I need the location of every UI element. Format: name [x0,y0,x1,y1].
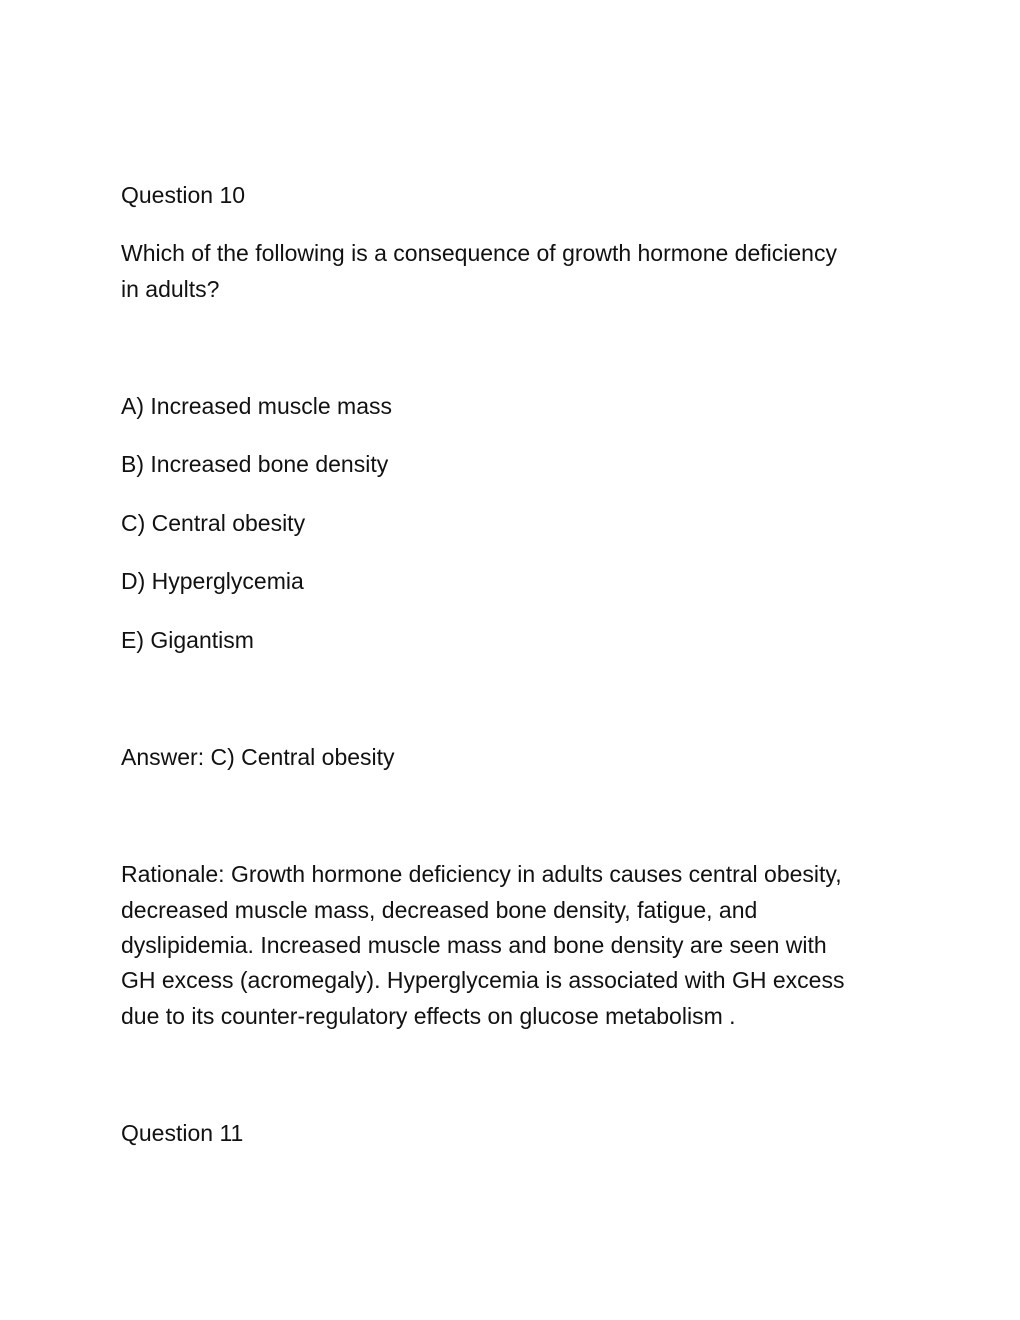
question-11-heading: Question 11 [121,1120,244,1146]
rationale-line-4: GH excess (acromegaly). Hyperglycemia is associated with GH excess [121,967,845,993]
option-b: B) Increased bone density [121,451,389,477]
question-10-stem-line-2: in adults? [121,276,220,302]
question-10-heading: Question 10 [121,182,246,208]
rationale-line-1: Rationale: Growth hormone deficiency in adults causes central obesity, [121,861,842,887]
rationale-line-2: decreased muscle mass, decreased bone density, fatigue, and [121,897,758,923]
option-e: E) Gigantism [121,627,254,653]
option-c: C) Central obesity [121,510,306,536]
question-10-stem-line-1: Which of the following is a consequence of growth hormone deficiency [121,240,837,266]
answer-line: Answer: C) Central obesity [121,744,395,770]
option-d: D) Hyperglycemia [121,568,304,594]
rationale-line-3: dyslipidemia. Increased muscle mass and bone density are seen with [121,932,827,958]
option-a: A) Increased muscle mass [121,393,392,419]
rationale-line-5: due to its counter-regulatory effects on glucose metabolism . [121,1003,736,1029]
